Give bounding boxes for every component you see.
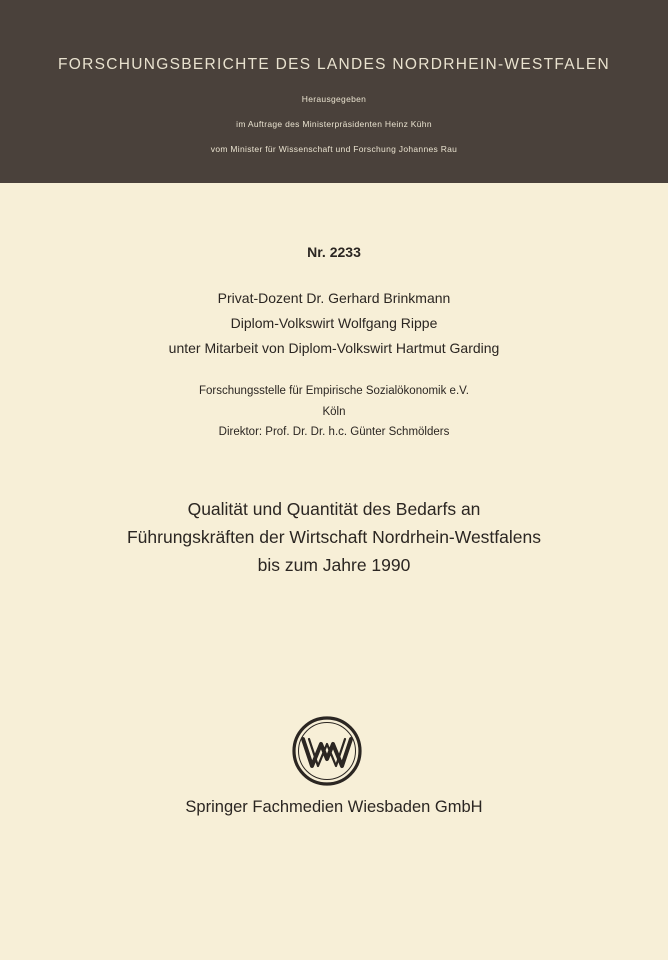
series-header <box>0 0 668 183</box>
title-line: Qualität und Quantität des Bedarfs an <box>187 499 481 519</box>
author-line: Diplom-Volkswirt Wolfgang Rippe <box>230 315 438 331</box>
authors-block <box>0 286 668 361</box>
author-line: unter Mitarbeit von Diplom-Volkswirt Hartmut Garding <box>168 340 500 356</box>
commission-line-1: im Auftrage des Ministerpräsidenten Heinz Kühn <box>236 119 432 129</box>
institute-block <box>0 381 668 443</box>
commission-line-2: vom Minister für Wissenschaft und Forschung Johannes Rau <box>210 144 458 154</box>
institute-line: Forschungsstelle für Empirische Sozialökonomik e.V. <box>199 385 469 397</box>
title-line: Führungskräften der Wirtschaft Nordrhein-Westfalens <box>126 527 541 547</box>
institute-line: Köln <box>322 405 346 418</box>
publisher-name: Springer Fachmedien Wiesbaden GmbH <box>185 798 483 816</box>
institute-line: Direktor: Prof. Dr. Dr. h.c. Günter Schmölders <box>218 426 450 438</box>
book-title <box>0 495 668 579</box>
title-line: bis zum Jahre 1990 <box>257 555 411 575</box>
editor-note: Herausgegeben <box>301 94 367 104</box>
publisher-logo-icon <box>290 714 364 788</box>
series-title: FORSCHUNGSBERICHTE DES LANDES NORDRHEIN-WESTFALEN <box>57 56 610 73</box>
report-number: Nr. 2233 <box>307 244 361 260</box>
author-line: Privat-Dozent Dr. Gerhard Brinkmann <box>217 290 451 306</box>
